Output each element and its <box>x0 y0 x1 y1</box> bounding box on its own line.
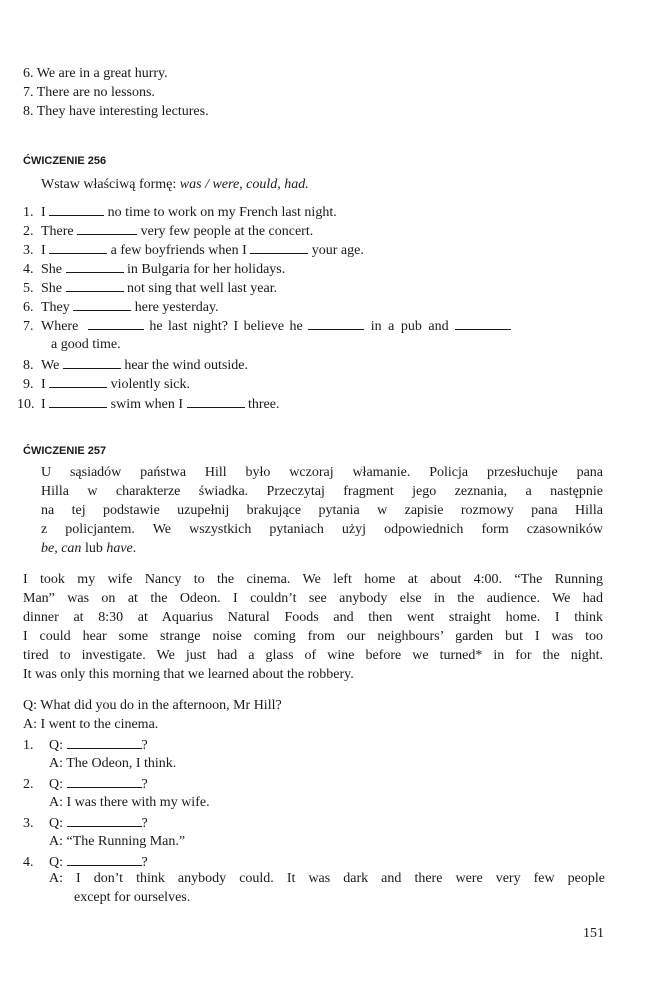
item-text: in a pub and <box>364 319 456 334</box>
list-item <box>23 222 313 241</box>
answer-blank[interactable] <box>308 317 364 330</box>
list-item <box>23 298 219 317</box>
item-text: violently sick. <box>107 377 190 392</box>
item-text: Q: <box>49 738 67 753</box>
answer-blank[interactable] <box>49 241 107 254</box>
item-text: not sing that well last year. <box>123 281 278 296</box>
item-text: your age. <box>308 243 364 258</box>
item-text: I <box>41 397 50 412</box>
item-number: 9. <box>23 377 34 392</box>
dialogue-answer <box>49 869 605 907</box>
item-number: 4. <box>23 855 34 870</box>
item-text: They <box>41 300 74 315</box>
item-text: swim when I <box>107 397 187 412</box>
dialogue-answer: A: The Odeon, I think. <box>49 756 177 771</box>
story-line: I could hear some strange noise coming from our neighbours’ garden but I was too <box>23 629 603 644</box>
verb-forms: have <box>106 541 133 556</box>
item-text: I <box>41 205 50 220</box>
answer-blank[interactable] <box>49 203 104 216</box>
instruction-text: . <box>132 541 137 556</box>
item-number: 1. <box>23 738 34 753</box>
story-line: It was only this morning that we learned about the robbery. <box>23 667 354 682</box>
list-item: 7. There are no lessons. <box>23 85 155 100</box>
item-text: Where <box>41 319 82 334</box>
answer-blank[interactable] <box>67 853 142 866</box>
answer-blank[interactable] <box>49 395 107 408</box>
item-number: 6. <box>23 300 34 315</box>
story-paragraph <box>23 570 603 684</box>
instruction-line: na tej podstawie uzupełnij brakujące pytania w zapisie rozmowy pana Hilla <box>41 503 603 518</box>
answer-blank[interactable] <box>77 222 137 235</box>
instruction-text: Wstaw właściwą formę: <box>41 177 177 192</box>
exercise-257-instruction <box>41 463 603 558</box>
item-number: 7. <box>23 319 34 334</box>
answer-line: A: I don’t think anybody could. It was dark and there were very few people <box>49 871 605 886</box>
dialogue-question <box>23 736 148 755</box>
answer-blank[interactable] <box>67 814 142 827</box>
list-item <box>23 317 511 336</box>
item-number: 3. <box>23 816 34 831</box>
item-number: 10. <box>17 397 35 412</box>
item-number: 3. <box>23 243 34 258</box>
item-text: ? <box>141 816 148 831</box>
item-text: Q: <box>49 777 67 792</box>
list-item <box>23 375 190 394</box>
instruction-line: Hilla w charakterze świadka. Przeczytaj fragment jego zeznania, a następnie <box>41 484 603 499</box>
item-number: 5. <box>23 281 34 296</box>
instruction-text: lub <box>81 541 107 556</box>
answer-blank[interactable] <box>63 356 121 369</box>
item-text: in Bulgaria for her holidays. <box>123 262 286 277</box>
list-item: 6. We are in a great hurry. <box>23 66 168 81</box>
answer-blank[interactable] <box>455 317 511 330</box>
answer-blank[interactable] <box>88 317 144 330</box>
story-line: Man” was on at the Odeon. I couldn’t see anybody else in the audience. We had <box>23 591 603 606</box>
exercise-256-instruction <box>41 176 309 194</box>
list-item <box>23 260 285 279</box>
page-number: 151 <box>583 926 604 941</box>
item-text: She <box>41 262 66 277</box>
item-text: he last night? I believe he <box>143 319 309 334</box>
dialogue-question: Q: What did you do in the afternoon, Mr Hill? <box>23 698 282 713</box>
dialogue-answer: A: “The Running Man.” <box>49 834 186 849</box>
item-text: very few people at the concert. <box>137 224 314 239</box>
story-line: tired to investigate. We just had a glass of wine before we turned* in for the night. <box>23 648 603 663</box>
story-line: dinner at 8:30 at Aquarius Natural Foods and then went straight home. I think <box>23 610 603 625</box>
answer-blank[interactable] <box>250 241 308 254</box>
list-item <box>23 241 364 260</box>
item-text: here yesterday. <box>131 300 219 315</box>
item-text: She <box>41 281 66 296</box>
list-item-continuation: a good time. <box>51 337 121 352</box>
list-item <box>23 203 337 222</box>
item-text: a few boyfriends when I <box>107 243 251 258</box>
verb-forms: be, can <box>41 541 82 556</box>
item-text: three. <box>244 397 280 412</box>
dialogue-answer: A: I went to the cinema. <box>23 717 159 732</box>
list-item: 8. They have interesting lectures. <box>23 104 209 119</box>
list-item <box>17 395 279 414</box>
story-line: I took my wife Nancy to the cinema. We left home at about 4:00. “The Running <box>23 572 603 587</box>
item-text: hear the wind outside. <box>120 358 248 373</box>
instruction-line <box>41 539 603 558</box>
dialogue-question <box>23 814 148 833</box>
item-number: 2. <box>23 777 34 792</box>
instruction-forms: was / were, could, had. <box>179 177 309 192</box>
list-item <box>23 356 248 375</box>
answer-blank[interactable] <box>67 736 142 749</box>
answer-blank[interactable] <box>49 375 107 388</box>
dialogue-question <box>23 775 148 794</box>
answer-blank[interactable] <box>67 775 142 788</box>
item-number: 1. <box>23 205 34 220</box>
item-text: I <box>41 377 50 392</box>
item-number: 8. <box>23 358 34 373</box>
answer-blank[interactable] <box>66 260 124 273</box>
item-text: I <box>41 243 50 258</box>
item-text: no time to work on my French last night. <box>104 205 337 220</box>
item-text: Q: <box>49 855 67 870</box>
item-text: ? <box>141 855 148 870</box>
item-number: 4. <box>23 262 34 277</box>
item-text: ? <box>141 738 148 753</box>
exercise-257-heading: ĆWICZENIE 257 <box>23 445 107 457</box>
item-text: There <box>41 224 78 239</box>
answer-blank[interactable] <box>66 279 124 292</box>
item-text: We <box>41 358 63 373</box>
item-number: 2. <box>23 224 34 239</box>
instruction-line: U sąsiadów państwa Hill było wczoraj włamanie. Policja przesłuchuje pana <box>41 465 603 480</box>
item-text: ? <box>141 777 148 792</box>
answer-line: except for ourselves. <box>74 890 191 905</box>
list-item <box>23 279 277 298</box>
item-text: Q: <box>49 816 67 831</box>
answer-blank[interactable] <box>73 298 131 311</box>
instruction-line: z policjantem. We wszystkich pytaniach użyj odpowiednich form czasowników <box>41 522 603 537</box>
dialogue-answer: A: I was there with my wife. <box>49 795 210 810</box>
answer-blank[interactable] <box>187 395 245 408</box>
exercise-256-heading: ĆWICZENIE 256 <box>23 155 107 167</box>
